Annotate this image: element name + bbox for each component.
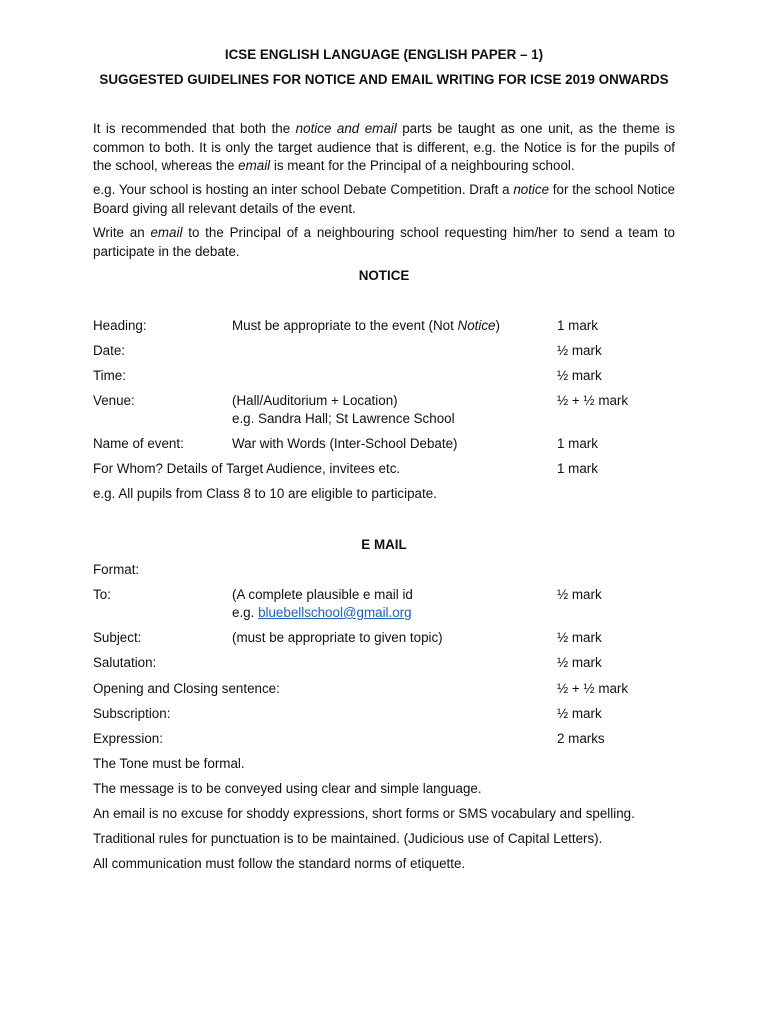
- row-label: Name of event:: [93, 436, 184, 451]
- row-mark: ½ mark: [557, 655, 602, 670]
- row-description-example: e.g. bluebellschool@gmail.org: [232, 605, 412, 620]
- email-format-label: Format:: [93, 562, 140, 577]
- notice-example: e.g. All pupils from Class 8 to 10 are eligible to participate.: [93, 486, 437, 501]
- email-note: Traditional rules for punctuation is to be maintained. (Judicious use of Capital Letters).: [93, 831, 603, 846]
- row-label: Salutation:: [93, 655, 157, 670]
- row-mark: ½ mark: [557, 630, 602, 645]
- row-label: For Whom? Details of Target Audience, invitees etc.: [93, 461, 401, 476]
- row-description: (A complete plausible e mail id: [232, 587, 413, 602]
- email-note: All communication must follow the standard norms of etiquette.: [93, 856, 466, 871]
- email-note: An email is no excuse for shoddy expressions, short forms or SMS vocabulary and spelling.: [93, 806, 635, 821]
- row-description-example: e.g. Sandra Hall; St Lawrence School: [232, 411, 455, 426]
- row-label: Venue:: [93, 393, 135, 408]
- intro-paragraph-2: e.g. Your school is hosting an inter school Debate Competition. Draft a notice for the school Notice Board giving all relevant details of the event.: [93, 182, 675, 216]
- row-mark: ½ + ½ mark: [557, 393, 629, 408]
- row-mark: 1 mark: [557, 318, 598, 333]
- row-mark: 1 mark: [557, 436, 598, 451]
- row-mark: 1 mark: [557, 461, 598, 476]
- row-mark: 2 marks: [557, 731, 605, 746]
- notice-heading: NOTICE: [358, 268, 410, 283]
- document-title: ICSE ENGLISH LANGUAGE (ENGLISH PAPER – 1): [224, 47, 544, 62]
- row-label: Heading:: [93, 318, 147, 333]
- row-description: (Hall/Auditorium + Location): [232, 393, 398, 408]
- intro-paragraph-3: Write an email to the Principal of a neighbouring school requesting him/her to send a team to participate in the debate.: [93, 225, 675, 259]
- email-heading: E MAIL: [361, 537, 407, 552]
- row-mark: ½ mark: [557, 706, 602, 721]
- intro-paragraph-1: It is recommended that both the notice and email parts be taught as one unit, as the theme is common to both. It is only the target audience that is different, e.g. the Notice is for the pupils of the school, whereas the email is meant for the Principal of a neighbouring school.: [93, 121, 675, 173]
- email-note: The Tone must be formal.: [93, 756, 245, 771]
- row-label: Subject:: [93, 630, 142, 645]
- row-mark: ½ mark: [557, 587, 602, 602]
- row-label: Date:: [93, 343, 126, 358]
- row-description: (must be appropriate to given topic): [232, 630, 443, 645]
- row-mark: ½ + ½ mark: [557, 681, 629, 696]
- row-label: To:: [93, 587, 111, 602]
- row-description: Must be appropriate to the event (Not Notice): [232, 318, 500, 333]
- row-label: Subscription:: [93, 706, 171, 721]
- document-subtitle: SUGGESTED GUIDELINES FOR NOTICE AND EMAIL WRITING FOR ICSE 2019 ONWARDS: [99, 72, 669, 87]
- row-mark: ½ mark: [557, 343, 602, 358]
- row-label: Expression:: [93, 731, 163, 746]
- email-example-link[interactable]: bluebellschool@gmail.org: [258, 605, 412, 620]
- row-description: War with Words (Inter-School Debate): [232, 436, 458, 451]
- row-label: Time:: [93, 368, 126, 383]
- email-note: The message is to be conveyed using clear and simple language.: [93, 781, 482, 796]
- row-label: Opening and Closing sentence:: [93, 681, 280, 696]
- row-mark: ½ mark: [557, 368, 602, 383]
